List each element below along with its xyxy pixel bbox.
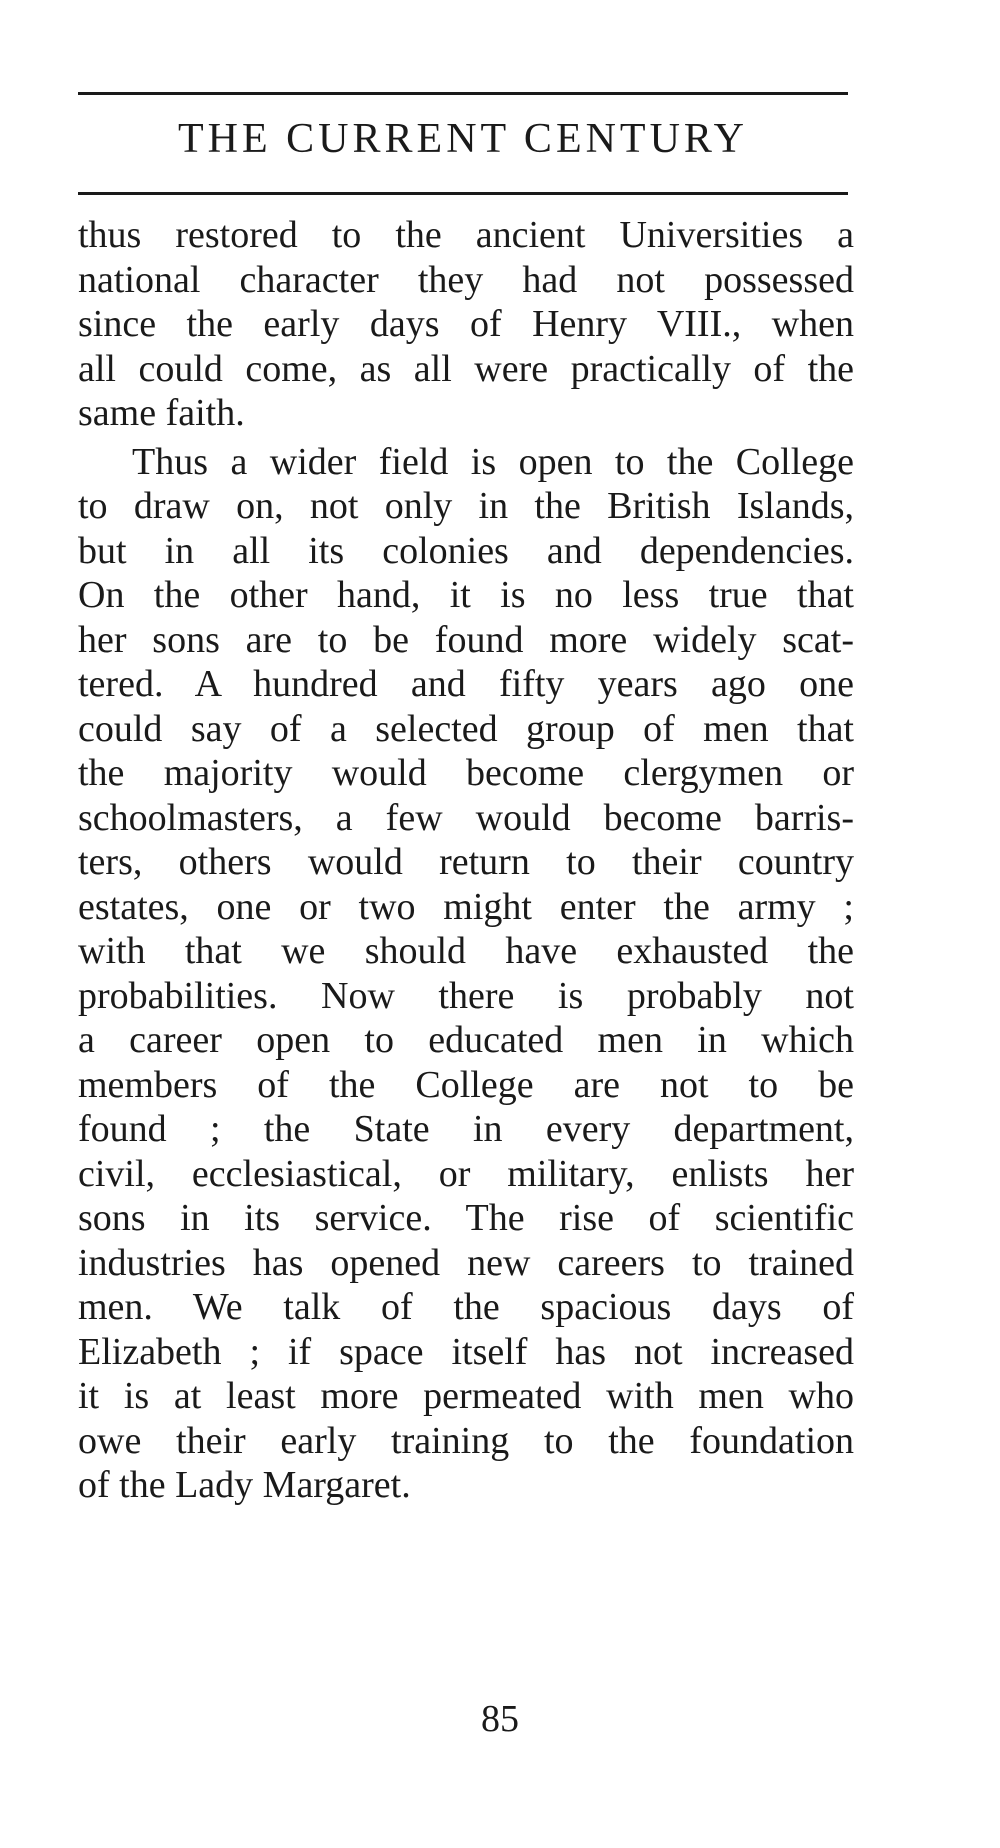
text-line: men. We talk of the spacious days of — [78, 1286, 854, 1328]
paragraph — [78, 213, 854, 436]
text-line: with that we should have exhausted the — [78, 930, 854, 972]
text-line: tered. A hundred and fifty years ago one — [78, 663, 854, 705]
text-line: Thus a wider field is open to the College — [132, 440, 854, 483]
header-rule-bottom — [78, 192, 848, 195]
text-line: Elizabeth ; if space itself has not increased — [78, 1330, 854, 1373]
text-line: since the early days of Henry VIII., when — [78, 303, 854, 345]
text-line: probabilities. Now there is probably not — [78, 974, 854, 1017]
running-head: THE CURRENT CENTURY — [178, 116, 748, 162]
text-line: it is at least more permeated with men who — [78, 1375, 854, 1417]
text-line: a career open to educated men in which — [78, 1019, 854, 1061]
text-line: sons in its service. The rise of scientific — [78, 1197, 854, 1239]
text-line: estates, one or two might enter the army ; — [78, 885, 854, 928]
text-line: could say of a selected group of men that — [78, 707, 854, 750]
text-line: thus restored to the ancient Universities a — [78, 214, 854, 256]
text-line: civil, ecclesiastical, or military, enlists her — [78, 1152, 854, 1195]
text-line: her sons are to be found more widely scat- — [78, 618, 854, 661]
body-text — [78, 213, 854, 1508]
text-line: national character they had not possessed — [78, 258, 854, 301]
text-line: members of the College are not to be — [78, 1063, 854, 1106]
text-line: the majority would become clergymen or — [78, 752, 854, 794]
text-line: found ; the State in every department, — [78, 1108, 854, 1150]
text-line: ters, others would return to their country — [78, 841, 854, 883]
text-line: all could come, as all were practically of the — [78, 347, 854, 390]
text-line: industries has opened new careers to trained — [78, 1241, 854, 1284]
text-line: but in all its colonies and dependencies. — [78, 529, 854, 572]
text-line: to draw on, not only in the British Islands, — [78, 485, 854, 527]
paragraph — [78, 440, 854, 1508]
page-number: 85 — [481, 1698, 519, 1740]
text-line: schoolmasters, a few would become barris- — [78, 796, 854, 839]
text-line: same faith. — [78, 392, 245, 434]
text-line: owe their early training to the foundation — [78, 1419, 854, 1462]
header-rule-top — [78, 92, 848, 95]
text-line: of the Lady Margaret. — [78, 1464, 411, 1506]
text-line: On the other hand, it is no less true that — [78, 574, 854, 616]
